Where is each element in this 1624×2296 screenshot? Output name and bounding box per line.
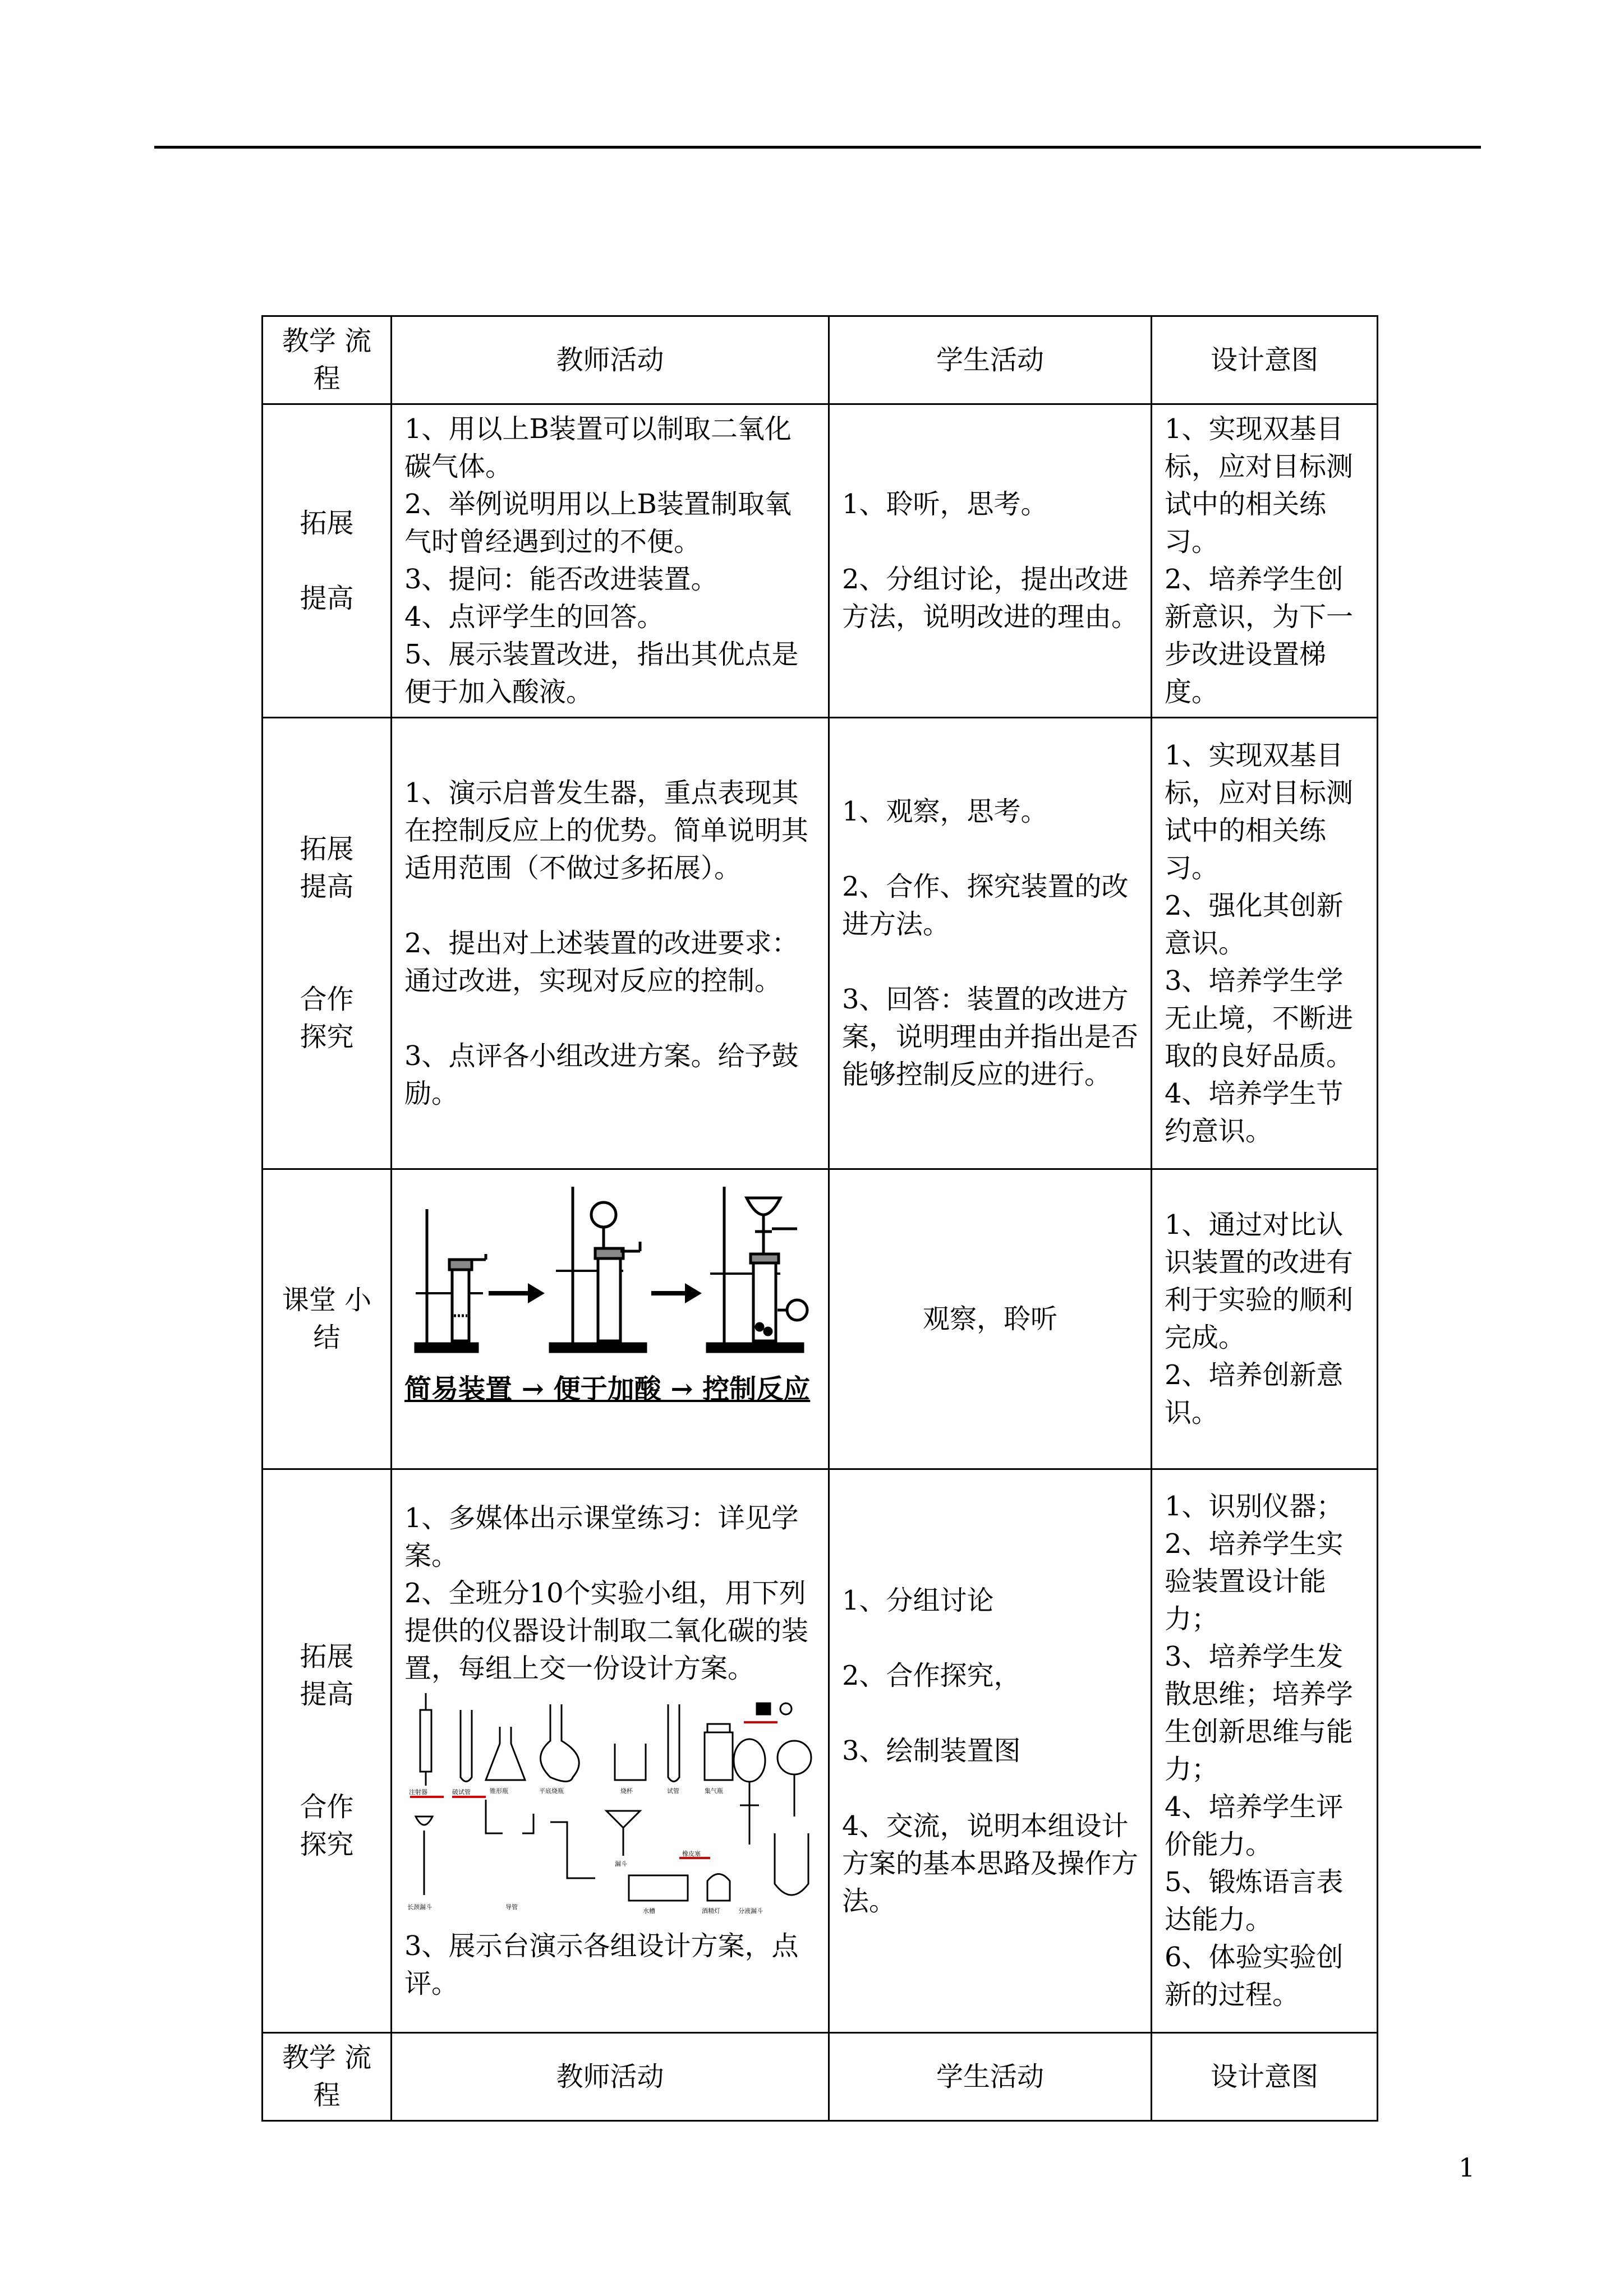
apparatus-evolution-figure <box>404 1175 817 1361</box>
header-teacher: 教师活动 <box>392 316 829 404</box>
top-rule <box>154 146 1481 149</box>
process-cell: 拓展 提高 <box>263 404 392 718</box>
process-cell: 拓展 提高 合作 探究 <box>263 1469 392 2033</box>
student-activity-cell: 1、聆听，思考。 2、分组讨论，提出改进方法，说明改进的理由。 <box>829 404 1152 718</box>
label-flat-flask: 平底烧瓶 <box>539 1787 564 1795</box>
student-activity-cell: 观察，聆听 <box>829 1169 1152 1469</box>
header-intent: 设计意图 <box>1152 316 1378 404</box>
student-activity-cell: 1、观察，思考。 2、合作、探究装置的改进方法。 3、回答：装置的改进方案，说明理由并指出是否能够控制反应的进行。 <box>829 718 1152 1169</box>
summary-caption: 简易装置 → 便于加酸 → 控制反应 <box>404 1373 811 1405</box>
teacher-activity-cell <box>392 1169 829 1469</box>
label-stopper: 橡皮塞 <box>682 1850 701 1857</box>
process-cell: 拓展 提高 合作 探究 <box>263 718 392 1169</box>
header-intent: 设计意图 <box>1152 2033 1378 2121</box>
table-row <box>263 404 1378 718</box>
label-beaker: 烧杯 <box>620 1787 633 1795</box>
label-gas-jar: 集气瓶 <box>705 1787 723 1795</box>
label-long-neck-funnel: 长颈漏斗 <box>407 1903 432 1911</box>
label-separating-funnel: 分液漏斗 <box>738 1907 763 1915</box>
label-trough: 水槽 <box>643 1907 655 1915</box>
label-test-tube: 试管 <box>667 1787 679 1795</box>
label-syringe: 注射器 <box>409 1788 427 1796</box>
table-row <box>263 718 1378 1169</box>
teaching-flow-table <box>261 315 1378 2122</box>
design-intent-cell: 1、实现双基目标，应对目标测试中的相关练习。 2、强化其创新意识。 3、培养学生学无止境，不断进取的良好品质。 4、培养学生节约意识。 <box>1152 718 1378 1169</box>
table-row <box>263 1169 1378 1469</box>
table-row <box>263 1469 1378 2033</box>
teacher-activity-cell: 1、演示启普发生器，重点表现其在控制反应上的优势。简单说明其适用范围（不做过多拓展）。 2、提出对上述装置的改进要求：通过改进，实现对反应的控制。 3、点评各小组改进方案。给予鼓励。 <box>392 718 829 1169</box>
design-intent-cell: 1、识别仪器； 2、培养学生实验装置设计能力； 3、培养学生发散思维；培养学生创新思维与能力； 4、培养学生评价能力。 5、锻炼语言表达能力。 6、体验实验创新的过程。 <box>1152 1469 1378 2033</box>
label-conical-flask: 锥形瓶 <box>490 1787 508 1795</box>
student-activity-cell: 1、分组讨论 2、合作探究， 3、绘制装置图 4、交流，说明本组设计方案的基本思路及操作方法。 <box>829 1469 1152 2033</box>
process-cell: 课堂 小结 <box>263 1169 392 1469</box>
apparatus-set-figure <box>404 1688 817 1917</box>
header-process: 教学 流程 <box>263 316 392 404</box>
header-student: 学生活动 <box>829 2033 1152 2121</box>
footer-header-row <box>263 2033 1378 2121</box>
label-tube: 导管 <box>505 1903 518 1911</box>
header-student: 学生活动 <box>829 316 1152 404</box>
header-teacher: 教师活动 <box>392 2033 829 2121</box>
header-row <box>263 316 1378 404</box>
label-alcohol-lamp: 酒精灯 <box>702 1907 720 1915</box>
design-intent-cell: 1、通过对比认识装置的改进有利于实验的顺利完成。 2、培养创新意识。 <box>1152 1169 1378 1469</box>
page-number: 1 <box>1459 2152 1475 2183</box>
header-process: 教学 流程 <box>263 2033 392 2121</box>
teacher-activity-cell: 1、多媒体出示课堂练习：详见学案。 2、全班分10个实验小组，用下列提供的仪器设计制取二氧化碳的装置，每组上交一份设计方案。 注射器 破试管 锥形瓶 平底烧瓶 烧杯 试管 集气瓶 长颈漏斗 导管 漏斗 橡皮塞 水槽 酒精灯 分液漏斗 3、展示台演示各组设计方案，点评。 <box>392 1469 829 2033</box>
design-intent-cell: 1、实现双基目标，应对目标测试中的相关练习。 2、培养学生创新意识，为下一步改进设置梯度。 <box>1152 404 1378 718</box>
label-broken-tube: 破试管 <box>452 1788 471 1796</box>
label-funnel: 漏斗 <box>615 1860 627 1868</box>
teacher-activity-cell: 1、用以上B装置可以制取二氧化碳气体。 2、举例说明用以上B装置制取氧气时曾经遇到过的不便。 3、提问：能否改进装置。 4、点评学生的回答。 5、展示装置改进，指出其优点是便于加入酸液。 <box>392 404 829 718</box>
